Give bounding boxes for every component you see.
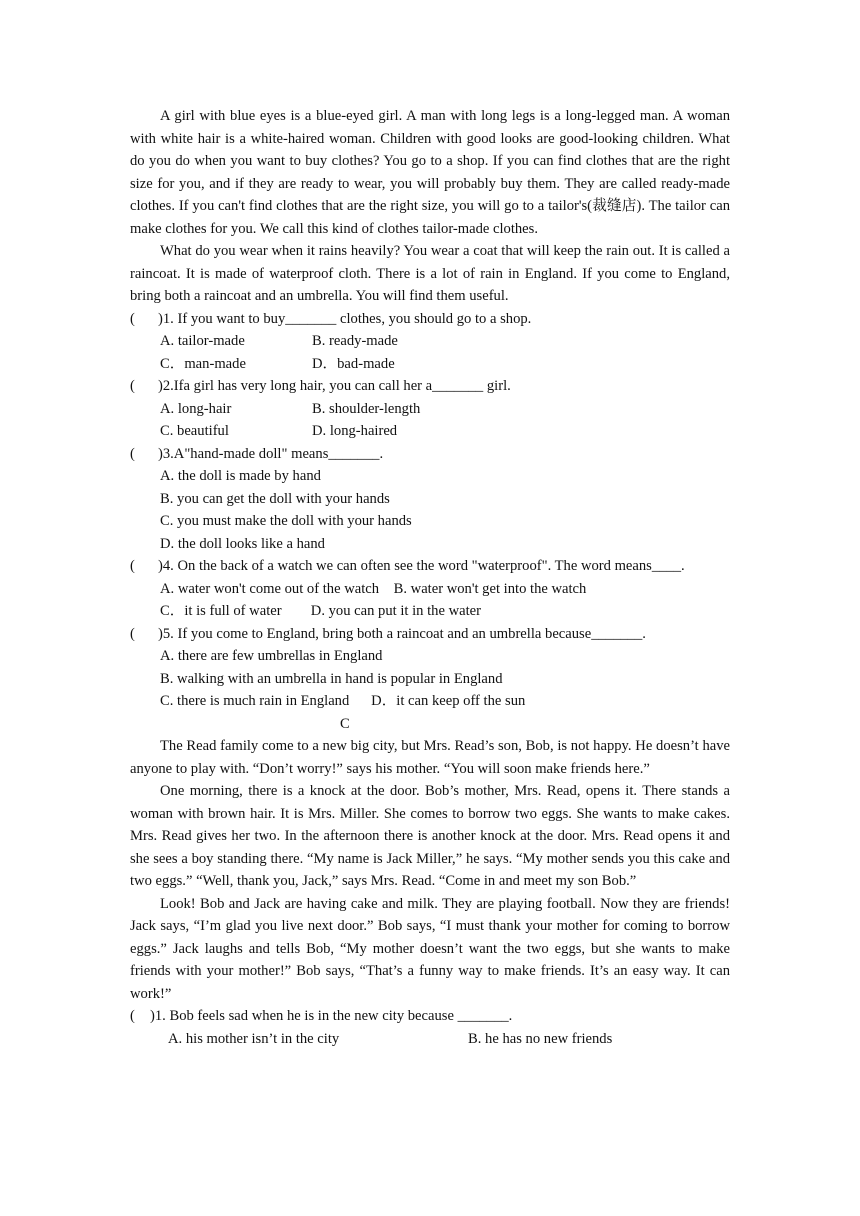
option-b: B. shoulder-length xyxy=(312,400,421,417)
passage-b-paragraph-2: What do you wear when it rains heavily? You wear a coat that will keep the rain out. It is called a raincoat. It is made of waterproof cloth. There is a lot of rain in England. If you come to England, bring both a raincoat and an umbrella. You will find them useful. xyxy=(130,243,730,304)
option-a: A. the doll is made by hand xyxy=(160,468,321,484)
option-a: A. tailor-made xyxy=(160,333,245,349)
option-a: A. his mother isn’t in the city xyxy=(168,1030,340,1047)
section-c-question-1-options xyxy=(130,1028,730,1051)
answer-paren: ( xyxy=(130,310,135,327)
question-text: )3.A"hand-made doll" means_______. xyxy=(158,445,384,462)
question-text: )4. On the back of a watch we can often see the word "waterproof". The word means____. xyxy=(158,558,685,574)
question-1-options-ab xyxy=(130,330,730,353)
section-c-question-1 xyxy=(130,1005,730,1028)
option-d: D. the doll looks like a hand xyxy=(160,535,325,552)
option-c: C. you must make the doll with your hands xyxy=(160,513,412,529)
option-a: A. long-hair xyxy=(160,400,232,417)
question-4-options-ab: A. water won't come out of the watch B. water won't get into the watch xyxy=(160,580,587,597)
answer-paren: ( xyxy=(130,378,135,394)
option-d: D. long-haired xyxy=(312,423,398,439)
question-text: )1. If you want to buy_______ clothes, you should go to a shop. xyxy=(158,310,532,327)
question-2-options-cd xyxy=(130,420,730,443)
answer-paren: ( xyxy=(130,625,135,642)
option-b: B. he has no new friends xyxy=(468,1030,613,1047)
option-d: D．bad-made xyxy=(312,355,395,372)
question-3 xyxy=(130,443,730,466)
question-text: )5. If you come to England, bring both a raincoat and an umbrella because_______. xyxy=(158,625,646,642)
option-b: B. you can get the doll with your hands xyxy=(160,490,390,507)
passage-b-paragraph-1: A girl with blue eyes is a blue-eyed girl. A man with long legs is a long-legged man. A woman with white hair is a white-haired woman. Children with good looks are good-looking children. What do you do when you want to buy clothes? You go to a shop. If you can find clothes that are the right size for you, and if they are ready to wear, you will probably buy them. They are called ready-made clothes. If you can't find clothes that are the right size, you will go to a tailor's(裁缝店). The tailor can make clothes for you. We call this kind of clothes tailor-made clothes. xyxy=(130,108,730,237)
option-c: C．man-made xyxy=(160,355,246,372)
section-c-paragraph-1: The Read family come to a new big city, but Mrs. Read’s son, Bob, is not happy. He doesn’t have anyone to play with. “Don’t worry!” says his mother. “You will soon make friends here.” xyxy=(130,738,730,777)
question-1 xyxy=(130,308,730,331)
question-text: )2.Ifa girl has very long hair, you can call her a_______ girl. xyxy=(158,378,511,394)
option-b: B. ready-made xyxy=(312,333,398,349)
question-2 xyxy=(130,375,730,398)
question-4-options-cd: C．it is full of water D. you can put it in the water xyxy=(160,603,481,619)
question-4 xyxy=(130,555,730,578)
answer-paren: ( xyxy=(130,1008,135,1024)
answer-paren: ( xyxy=(130,558,135,574)
question-2-options-ab xyxy=(130,398,730,421)
document-content xyxy=(130,105,730,1050)
option-a: A. there are few umbrellas in England xyxy=(160,648,383,664)
option-b: B. walking with an umbrella in hand is popular in England xyxy=(160,670,503,687)
question-text: )1. Bob feels sad when he is in the new city because _______. xyxy=(150,1008,513,1024)
section-c-heading: C xyxy=(340,715,350,732)
question-5 xyxy=(130,623,730,646)
section-c-paragraph-2: One morning, there is a knock at the door. Bob’s mother, Mrs. Read, opens it. There stands a woman with brown hair. It is Mrs. Miller. She comes to borrow two eggs. She wants to make cakes. Mrs. Read gives her two. In the afternoon there is another knock at the door. Mrs. Read opens it and she sees a boy standing there. “My name is Jack Miller,” he says. “My mother sends you this cake and two eggs.” “Well, thank you, Jack,” says Mrs. Read. “Come in and meet my son Bob.” xyxy=(130,783,730,889)
section-c-paragraph-3: Look! Bob and Jack are having cake and milk. They are playing football. Now they are friends! Jack says, “I’m glad you live next door.” Bob says, “I must thank your mother for coming to borrow eggs.” Jack laughs and tells Bob, “My mother doesn’t want the two eggs, but she wants to make friends with your mother!” Bob says, “That’s a funny way to make friends. It’s an easy way. It can work!” xyxy=(130,895,730,1002)
option-c: C. beautiful xyxy=(160,423,229,439)
question-1-options-cd xyxy=(130,353,730,376)
answer-paren: ( xyxy=(130,445,135,462)
question-5-options-cd: C. there is much rain in England D．it can keep off the sun xyxy=(160,693,526,709)
